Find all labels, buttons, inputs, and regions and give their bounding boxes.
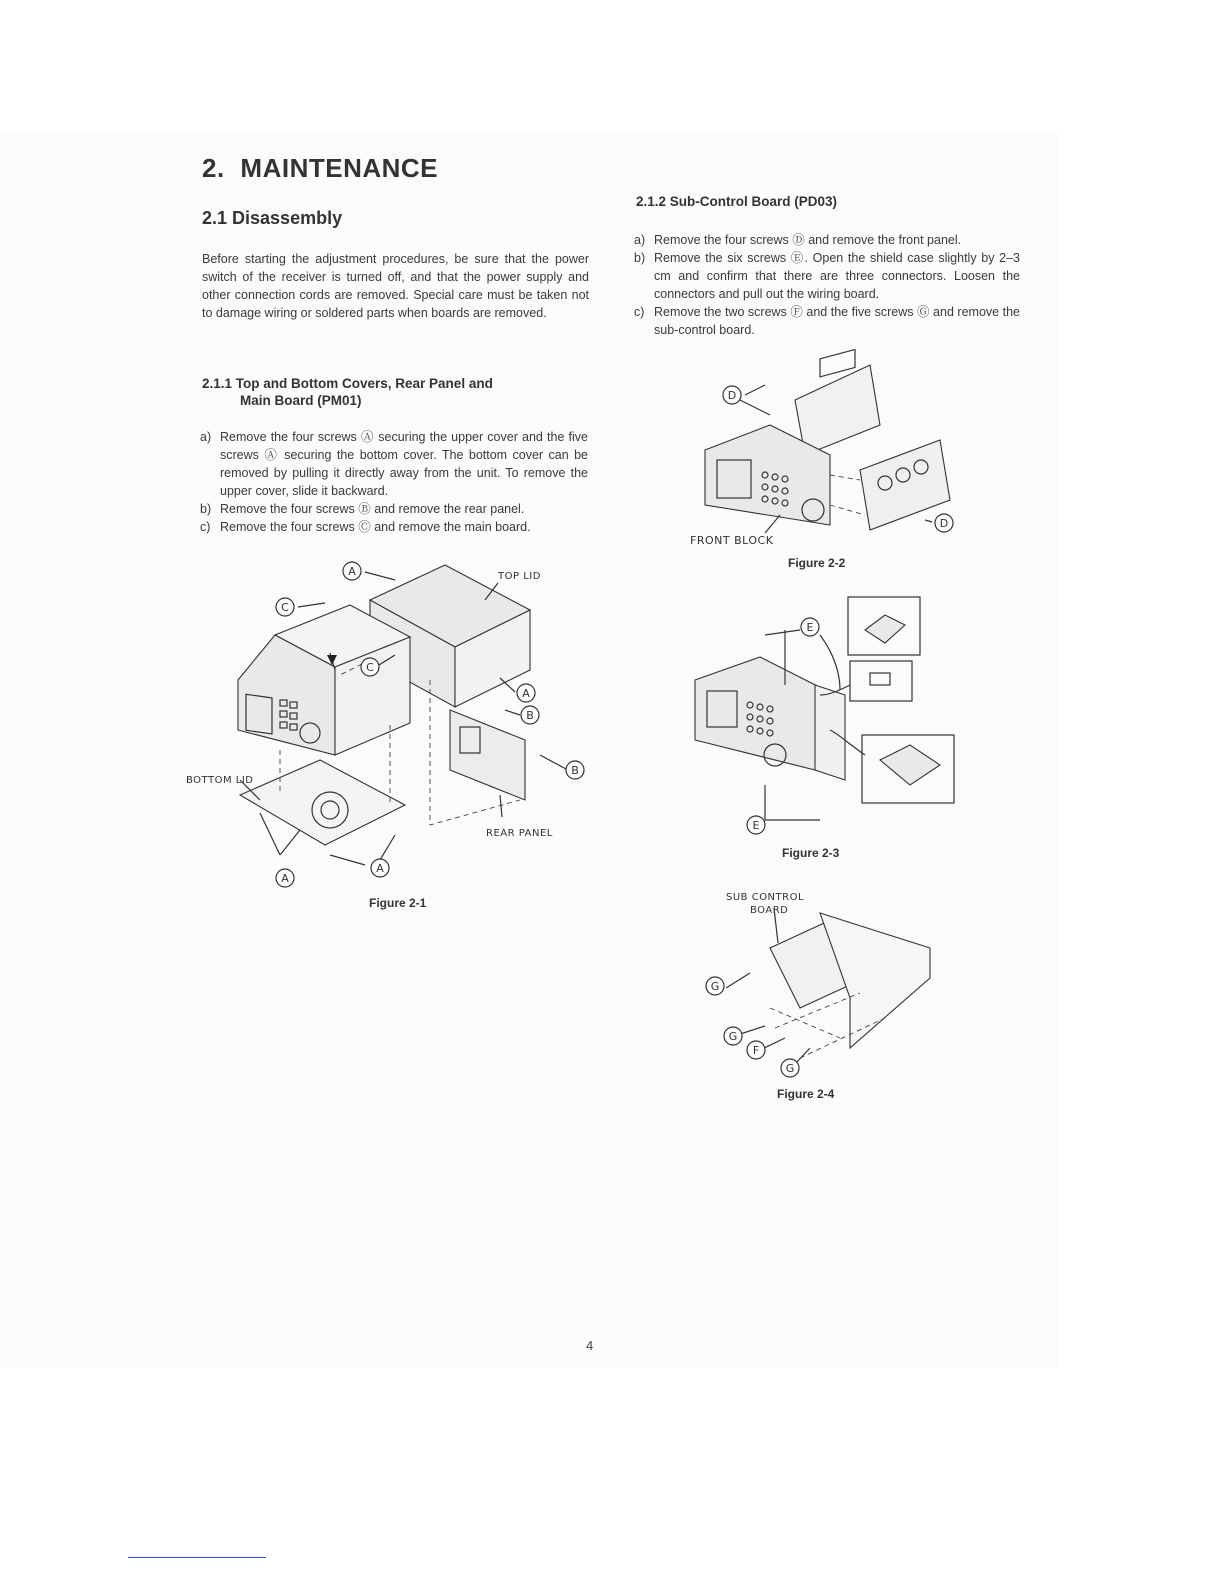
callout-c-left: [276, 598, 294, 616]
svg-text:C: C: [281, 601, 289, 614]
svg-text:G: G: [728, 1030, 738, 1043]
step-marker: b): [200, 502, 212, 516]
svg-text:A: A: [376, 862, 384, 875]
svg-text:A: A: [281, 872, 289, 885]
callout-a-top: [343, 562, 361, 580]
list-item: [634, 303, 1020, 339]
callout-g-left: [706, 977, 724, 995]
callout-g-bottom: [781, 1059, 799, 1077]
label-bottom-lid: BOTTOM LID: [186, 775, 254, 786]
svg-text:E: E: [752, 819, 760, 832]
step-marker: c): [634, 305, 645, 319]
step-text: Remove the four screws Ⓑ and remove the rear panel.: [220, 502, 525, 516]
svg-text:D: D: [727, 389, 737, 402]
section-title-2-1-1: [202, 375, 602, 409]
step-marker: b): [634, 251, 646, 265]
label-top-lid: TOP LID: [498, 571, 541, 582]
figure-2-2-caption: Figure 2-2: [788, 556, 846, 570]
svg-text:G: G: [785, 1062, 795, 1075]
underline-decoration: [128, 1557, 266, 1558]
list-item: [634, 231, 1020, 249]
chapter-number: 2.: [202, 153, 225, 183]
svg-text:E: E: [806, 621, 814, 634]
label-sub-control: SUB CONTROL: [726, 892, 805, 903]
callout-f: [747, 1041, 765, 1059]
step-marker: a): [634, 233, 646, 247]
step-text: Remove the four screws Ⓓ and remove the front panel.: [654, 233, 962, 247]
figure-2-4-caption: Figure 2-4: [777, 1087, 835, 1101]
page-number: 4: [586, 1338, 594, 1353]
section-title-2-1-1-line1: 2.1.1 Top and Bottom Covers, Rear Panel and: [202, 376, 493, 391]
chapter-title: MAINTENANCE: [240, 153, 439, 183]
section-title-2-1-2: 2.1.2 Sub-Control Board (PD03): [636, 194, 838, 209]
steps-2-1-2: [634, 231, 1020, 339]
callout-e-upper: [801, 618, 819, 636]
callout-a-right: [517, 684, 535, 702]
callout-d-lower: [935, 514, 953, 532]
step-text: Remove the six screws Ⓔ. Open the shield case slightly by 2–3 cm and confirm that there are three connectors. Loosen the connectors and pull out the wiring board.: [654, 251, 1020, 301]
callout-b-lower: [566, 761, 584, 779]
callout-c-mid: [361, 658, 379, 676]
step-text: Remove the four screws Ⓒ and remove the main board.: [220, 520, 531, 534]
figure-2-3-diagram: [690, 595, 960, 845]
figure-2-2-diagram: [685, 355, 975, 555]
callout-a-bottom-right: [371, 859, 389, 877]
intro-paragraph: Before starting the adjustment procedures, be sure that the power switch of the receiver is turned off, and that the power supply and other connection cords are removed. Special care must be taken not to damage wiring or soldered parts when boards are removed.: [202, 252, 589, 320]
svg-text:B: B: [526, 709, 534, 722]
callout-e-lower: [747, 816, 765, 834]
steps-2-1-1: [200, 428, 588, 536]
step-marker: c): [200, 520, 211, 534]
page-margin: [1058, 133, 1225, 1368]
callout-a-bottom-left: [276, 869, 294, 887]
callout-b-upper: [521, 706, 539, 724]
callout-d-upper: [723, 386, 741, 404]
svg-text:A: A: [348, 565, 356, 578]
label-board: BOARD: [750, 905, 789, 916]
figure-2-1-caption: Figure 2-1: [369, 896, 427, 910]
svg-text:A: A: [522, 687, 530, 700]
label-rear-panel: REAR PANEL: [486, 828, 553, 839]
figure-2-3-caption: Figure 2-3: [782, 846, 840, 860]
figure-2-1-diagram: [180, 555, 600, 895]
svg-text:B: B: [571, 764, 579, 777]
svg-text:G: G: [710, 980, 720, 993]
svg-text:D: D: [939, 517, 949, 530]
list-item: [200, 518, 588, 536]
step-marker: a): [200, 430, 212, 444]
section-title-2-1-1-line2: Main Board (PM01): [240, 393, 362, 408]
section-title-2-1: 2.1 Disassembly: [202, 208, 343, 228]
list-item: [200, 500, 588, 518]
chapter-heading: [202, 153, 438, 184]
step-text: Remove the two screws Ⓕ and the five screws Ⓖ and remove the sub-control board.: [654, 305, 1020, 337]
callout-g-mid: [724, 1027, 742, 1045]
list-item: [200, 428, 588, 500]
step-text: Remove the four screws Ⓐ securing the upper cover and the five screws Ⓐ securing the bottom cover. The bottom cover can be removed by pulling it directly away from the unit. To remove the upper cover, slide it backward.: [220, 430, 588, 498]
figure-2-4-diagram: [700, 888, 950, 1088]
list-item: [634, 249, 1020, 303]
svg-text:C: C: [366, 661, 374, 674]
label-front-block: FRONT BLOCK: [690, 534, 774, 547]
svg-text:F: F: [752, 1044, 760, 1057]
